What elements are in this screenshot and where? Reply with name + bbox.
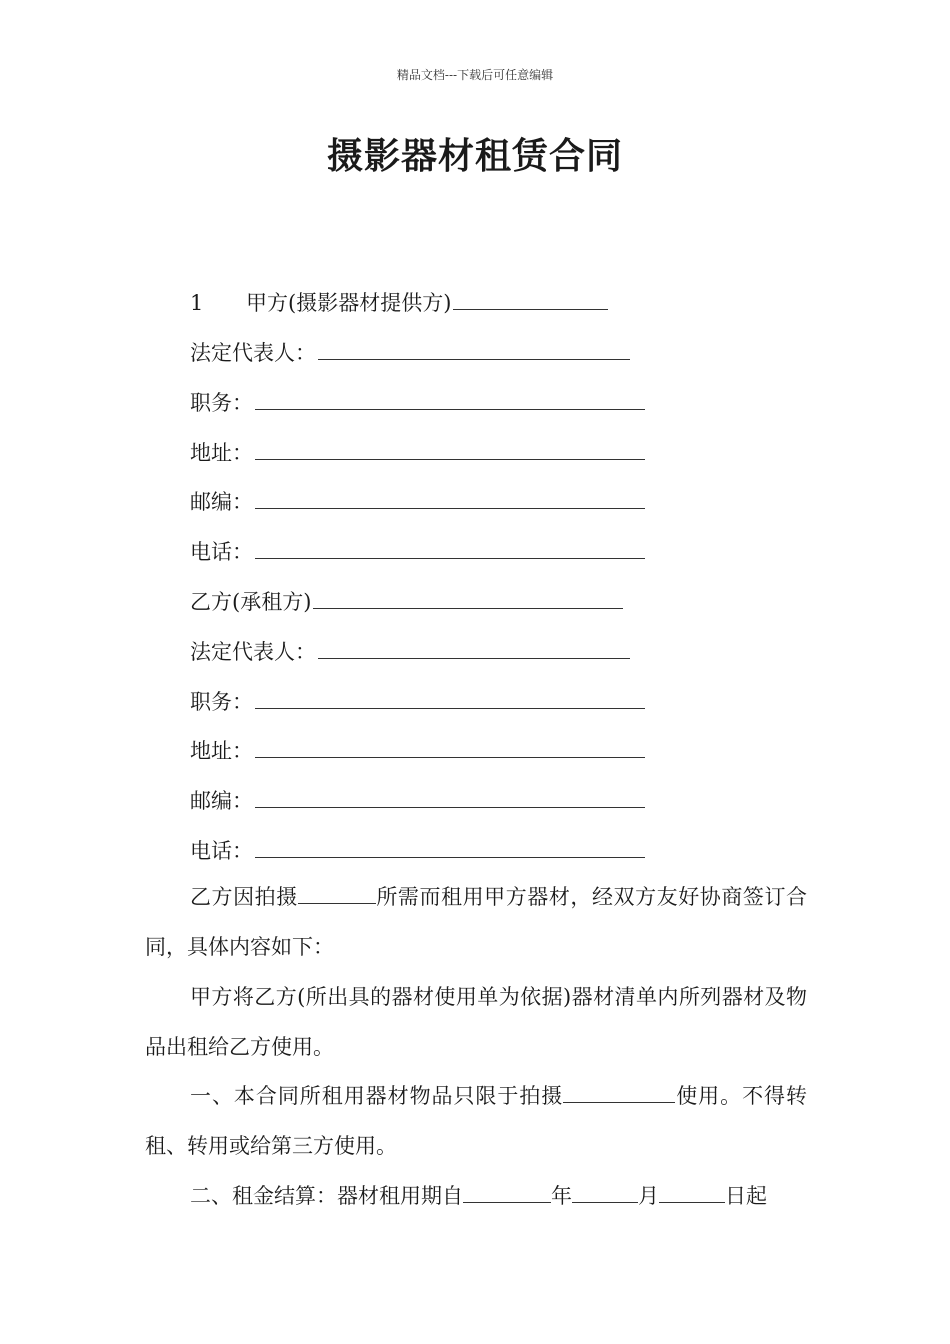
page-header: 精品文档---下载后可任意编辑 [396,68,554,82]
clause-number: 1 [190,291,204,315]
day-blank[interactable] [659,1180,725,1203]
field-label: 邮编： [190,490,253,514]
party-a-field-representative [190,337,630,367]
shoot-blank[interactable] [298,881,376,904]
usage-blank[interactable] [563,1080,675,1103]
field-blank[interactable] [255,437,645,460]
field-label: 法定代表人： [190,640,316,664]
paragraph-text: 乙方因拍摄 [190,885,298,909]
party-b-label: 乙方(承租方) [190,590,312,614]
party-b-field-phone [190,835,645,865]
field-blank[interactable] [255,785,645,808]
year-label: 年 [551,1184,572,1208]
day-label: 日起 [725,1184,767,1208]
field-blank[interactable] [255,735,645,758]
party-b-blank[interactable] [313,586,623,609]
field-blank[interactable] [318,636,630,659]
field-label: 法定代表人： [190,341,316,365]
party-b-field-representative [190,636,630,666]
paragraph-text: 一、本合同所租用器材物品只限于拍摄 [190,1084,564,1108]
year-blank[interactable] [463,1180,551,1203]
party-a-blank[interactable] [453,287,608,310]
month-blank[interactable] [572,1180,638,1203]
party-a-field-phone [190,536,645,566]
paragraph-clause-1 [145,1071,807,1171]
party-b-line [190,586,623,616]
field-blank[interactable] [255,835,645,858]
field-label: 邮编： [190,789,253,813]
field-blank[interactable] [255,387,645,410]
paragraph-text: 所需而租用甲方器材，经双方友好协商签订合同，具体内容如下： [145,885,808,959]
paragraph-clause-2 [145,1171,807,1221]
field-label: 职务： [190,391,253,415]
field-blank[interactable] [255,486,645,509]
paragraph-text: 二、租金结算：器材租用期自 [190,1184,463,1208]
party-a-label: 甲方(摄影器材提供方) [246,291,452,315]
paragraph-equipment [145,972,807,1072]
party-a-field-postcode [190,486,645,516]
field-label: 电话： [190,540,253,564]
field-label: 电话： [190,839,253,863]
party-a-field-address [190,437,645,467]
paragraph-text: 使用。不得转租、转用或给第三方使用。 [145,1084,808,1158]
party-b-field-title [190,686,645,716]
field-blank[interactable] [255,536,645,559]
field-blank[interactable] [255,686,645,709]
paragraph-purpose [145,872,807,972]
field-label: 地址： [190,441,253,465]
party-a-field-title [190,387,645,417]
field-blank[interactable] [318,337,630,360]
party-a-line [190,287,608,317]
paragraph-text: 甲方将乙方(所出具的器材使用单为依据)器材清单内所列器材及物品出租给乙方使用。 [145,985,807,1059]
contract-title: 摄影器材租赁合同 [326,136,623,177]
field-label: 职务： [190,690,253,714]
party-b-field-address [190,735,645,765]
field-label: 地址： [190,739,253,763]
month-label: 月 [638,1184,659,1208]
party-b-field-postcode [190,785,645,815]
